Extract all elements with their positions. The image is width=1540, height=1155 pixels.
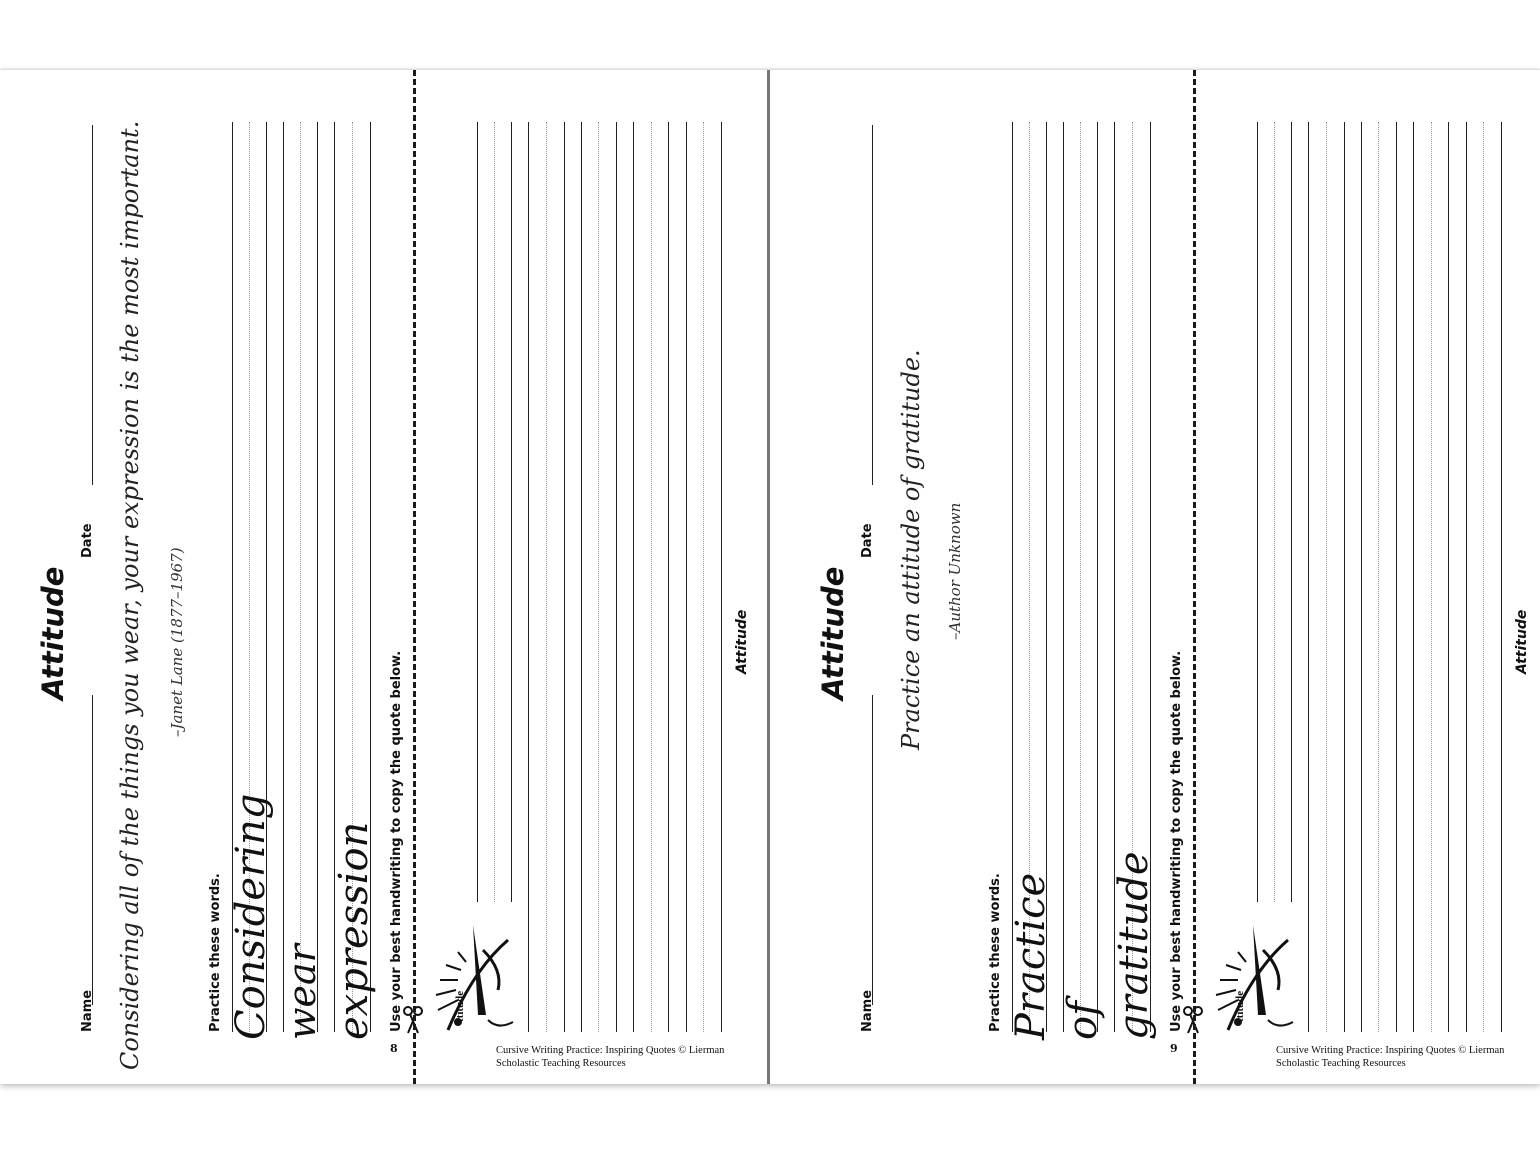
writing-guide xyxy=(300,122,301,1032)
writing-guide xyxy=(546,122,547,1032)
writing-line xyxy=(1448,122,1449,1032)
credit-line-1: Cursive Writing Practice: Inspiring Quotes © Lierman xyxy=(496,1045,725,1056)
writing-line xyxy=(564,122,565,1032)
writing-line xyxy=(1291,122,1292,902)
writing-guide xyxy=(1274,122,1275,902)
copy-instruction: Use your best handwriting to copy the quote below. xyxy=(389,650,404,1032)
practice-word: Considering xyxy=(228,793,274,1040)
attitude-logo-icon xyxy=(1208,910,1298,1040)
worksheet-page-9 xyxy=(770,70,1538,1084)
writing-guide xyxy=(1483,122,1484,1032)
writing-guide xyxy=(1431,122,1432,1032)
side-title: Attitude xyxy=(734,609,750,674)
name-line[interactable] xyxy=(872,695,873,1005)
page-title: Attitude xyxy=(816,566,850,700)
page-number: 8 xyxy=(390,1042,398,1055)
writing-guide xyxy=(494,122,495,902)
writing-guide xyxy=(703,122,704,1032)
writing-guide xyxy=(1378,122,1379,1032)
writing-guide xyxy=(1080,122,1081,1032)
writing-guide xyxy=(598,122,599,1032)
writing-line xyxy=(1308,122,1309,1032)
date-label: Date xyxy=(80,523,95,558)
practice-word: expression xyxy=(331,821,377,1040)
date-line[interactable] xyxy=(92,125,93,485)
practice-word: gratitude xyxy=(1111,851,1157,1040)
cut-line xyxy=(413,70,416,1084)
writing-line xyxy=(528,122,529,1032)
name-label: Name xyxy=(80,989,95,1032)
writing-line xyxy=(668,122,669,1032)
practice-word: wear xyxy=(280,944,324,1040)
quote-author: –Author Unknown xyxy=(946,502,964,640)
writing-line xyxy=(1063,122,1064,1032)
quote-text: Considering all of the things you wear, your expression is the most important. xyxy=(116,120,144,1070)
credit-line-2: Scholastic Teaching Resources xyxy=(1276,1058,1406,1069)
credit xyxy=(496,1044,724,1070)
writing-line xyxy=(511,122,512,902)
practice-word: Practice xyxy=(1008,872,1054,1040)
side-title: Attitude xyxy=(1514,609,1530,674)
writing-line xyxy=(1501,122,1502,1032)
page-title: Attitude xyxy=(36,566,70,700)
writing-line xyxy=(477,122,478,902)
writing-line xyxy=(1344,122,1345,1032)
writing-line xyxy=(616,122,617,1032)
writing-line xyxy=(1396,122,1397,1032)
writing-line xyxy=(283,122,284,1032)
quote-text: Practice an attitude of gratitude. xyxy=(897,349,925,750)
logo-text: ttitude xyxy=(1234,990,1246,1022)
writing-line xyxy=(1466,122,1467,1032)
cut-line xyxy=(1193,70,1196,1084)
attitude-logo-icon xyxy=(428,910,518,1040)
copy-instruction: Use your best handwriting to copy the quote below. xyxy=(1169,650,1184,1032)
credit-line-1: Cursive Writing Practice: Inspiring Quotes © Lierman xyxy=(1276,1045,1505,1056)
writing-line xyxy=(581,122,582,1032)
name-label: Name xyxy=(860,989,875,1032)
quote-author: –Janet Lane (1877–1967) xyxy=(168,547,186,737)
practice-word: of xyxy=(1060,1001,1106,1040)
worksheet-page-8 xyxy=(0,70,768,1084)
worksheet-spread xyxy=(0,70,1540,1084)
date-label: Date xyxy=(860,523,875,558)
writing-line xyxy=(1413,122,1414,1032)
writing-line xyxy=(1097,122,1098,1032)
practice-label: Practice these words. xyxy=(208,873,223,1032)
writing-guide xyxy=(1326,122,1327,1032)
writing-line xyxy=(1361,122,1362,1032)
writing-guide xyxy=(651,122,652,1032)
writing-line xyxy=(686,122,687,1032)
writing-line xyxy=(317,122,318,1032)
name-line[interactable] xyxy=(92,695,93,1005)
practice-label: Practice these words. xyxy=(988,873,1003,1032)
page-number: 9 xyxy=(1170,1042,1178,1055)
writing-line xyxy=(633,122,634,1032)
writing-line xyxy=(1257,122,1258,902)
writing-line xyxy=(721,122,722,1032)
date-line[interactable] xyxy=(872,125,873,485)
logo-text: ttitude xyxy=(454,990,466,1022)
credit xyxy=(1276,1044,1504,1070)
credit-line-2: Scholastic Teaching Resources xyxy=(496,1058,626,1069)
